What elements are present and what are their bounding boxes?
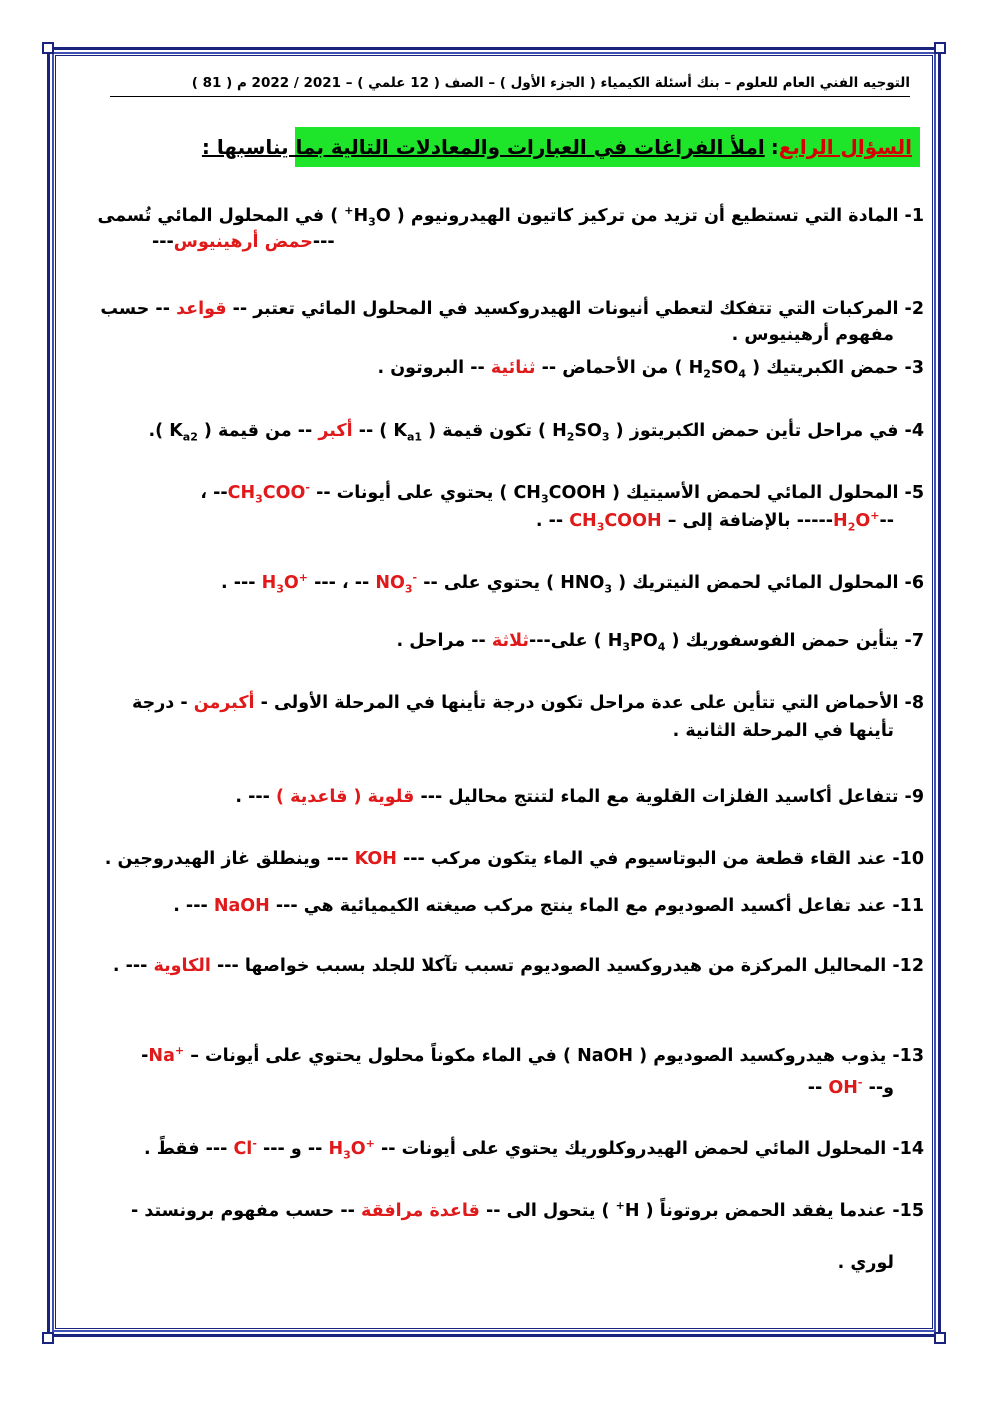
question-7: 7- يتأين حمض الفوسفوريك ( $H_3PO_4$ ) على---ثلاثة -- مراحل . xyxy=(396,631,924,654)
answer: قاعدة مرافقة xyxy=(360,1201,480,1221)
question-5-continued: $--H_2O^+-----$ بالإضافة إلى – $CH_3COOH$ -- . xyxy=(535,509,894,534)
answer: $CH_3COOH$ xyxy=(569,511,662,534)
question-9: 9- تتفاعل أكاسيد الفلزات القلوية مع الماء لتنتج محاليل --- قلوية ( قاعدية ) --- . xyxy=(235,787,924,807)
question-15: 15- عندما يفقد الحمض بروتوناً ( H+ ) يتحول الى -- قاعدة مرافقة -- حسب مفهوم برونستد - xyxy=(131,1199,924,1221)
answer: $H_3O^+$ xyxy=(261,571,308,596)
corner-ornament xyxy=(42,1332,54,1344)
question-label: السؤال الرابع xyxy=(778,135,912,159)
answer: KOH xyxy=(354,849,397,869)
answer: Na+ xyxy=(148,1044,185,1066)
question-1-answer-line: ---حمض أرهينيوس--- xyxy=(152,232,335,252)
question-5: 5- المحلول المائي لحمض الأسيتيك ( $CH_3COOH$ ) يحتوي على أيونات -- $CH_3COO^---$ ، xyxy=(200,481,924,506)
question-instruction: املأ الفراغات في العبارات والمعادلات التالية بما يناسبها : xyxy=(201,135,765,159)
answer: $H_2O^+$ xyxy=(833,509,880,534)
question-13: 13- يذوب هيدروكسيد الصوديوم ( NaOH ) في الماء مكوناً محلول يحتوي على أيونات – Na+- xyxy=(141,1044,924,1066)
answer: $CH_3COO^-$ xyxy=(227,481,310,506)
question-15-continued: لوري . xyxy=(837,1253,894,1273)
answer: $H_3O^+$ xyxy=(328,1137,375,1162)
question-8-continued: تأينها في المرحلة الثانية . xyxy=(672,721,894,741)
corner-ornament xyxy=(934,1332,946,1344)
question-10: 10- عند القاء قطعة من البوتاسيوم في الماء يتكون مركب --- KOH --- وينطلق غاز الهيدروجين . xyxy=(104,849,924,869)
question-8: 8- الأحماض التي تتأين على عدة مراحل تكون درجة تأينها في المرحلة الأولى - أكبرمن - درجة xyxy=(131,693,924,713)
answer: أكبرمن xyxy=(193,693,255,713)
answer: Cl- xyxy=(233,1137,257,1159)
answer: الكاوية xyxy=(153,956,211,976)
question-12: 12- المحاليل المركزة من هيدروكسيد الصوديوم تسبب تآكلا للجلد بسبب خواصها --- الكاوية --- . xyxy=(112,956,924,976)
answer: ثلاثة xyxy=(491,631,529,651)
answer: أكبر xyxy=(318,421,353,441)
answer: قواعد xyxy=(176,299,227,319)
question-4: 4- في مراحل تأين حمض الكبريتوز ( $H_2SO_3$ ) تكون قيمة ( $K_{a1}$ ) -- أكبر -- من قيمة ( $K_{a2}$ ). xyxy=(148,421,924,444)
question-2: 2- المركبات التي تتفكك لتعطي أنيونات الهيدروكسيد في المحلول المائي تعتبر -- قواعد -- حسب xyxy=(100,299,924,319)
question-14: 14- المحلول المائي لحمض الهيدروكلوريك يحتوي على أيونات -- $H_3O^+$ -- و --- Cl- --- فقطً . xyxy=(143,1137,924,1162)
question-3: 3- حمض الكبريتيك ( $H_2SO_4$ ) من الأحماض -- ثنائية -- البروتون . xyxy=(377,358,924,381)
question-6: 6- المحلول المائي لحمض النيتريك ( $HNO_3$ ) يحتوي على -- $NO_3^-$ -- ، --- $H_3O^+$ --- . xyxy=(220,571,924,596)
question-title xyxy=(201,127,920,167)
answer: $NO_3^-$ xyxy=(375,571,418,596)
corner-ornament xyxy=(42,42,54,54)
corner-ornament xyxy=(934,42,946,54)
question-1: 1- المادة التي تستطيع أن تزيد من تركيز كاتيون الهيدرونيوم ( $H_3O^+$ ) في المحلول المائي تُسمى xyxy=(97,204,924,229)
answer: ثنائية xyxy=(490,358,536,378)
answer: حمض أرهينيوس xyxy=(173,232,313,252)
answer: OH- xyxy=(828,1076,863,1098)
question-11: 11- عند تفاعل أكسيد الصوديوم مع الماء ينتج مركب صيغته الكيميائية هي --- NaOH --- . xyxy=(173,896,924,916)
answer: قلوية ( قاعدية ) xyxy=(276,787,415,807)
answer: NaOH xyxy=(213,896,270,916)
question-13-continued: و-- OH- -- xyxy=(807,1076,894,1098)
question-2-continued: مفهوم أرهينيوس . xyxy=(731,325,894,345)
title-colon: : xyxy=(770,135,779,159)
page-header: التوجيه الفني العام للعلوم – بنك أسئلة الكيمياء ( الجزء الأول ) – الصف ( 12 علمي ) – 2021 / 2022 م ( 81 ) xyxy=(110,72,910,97)
